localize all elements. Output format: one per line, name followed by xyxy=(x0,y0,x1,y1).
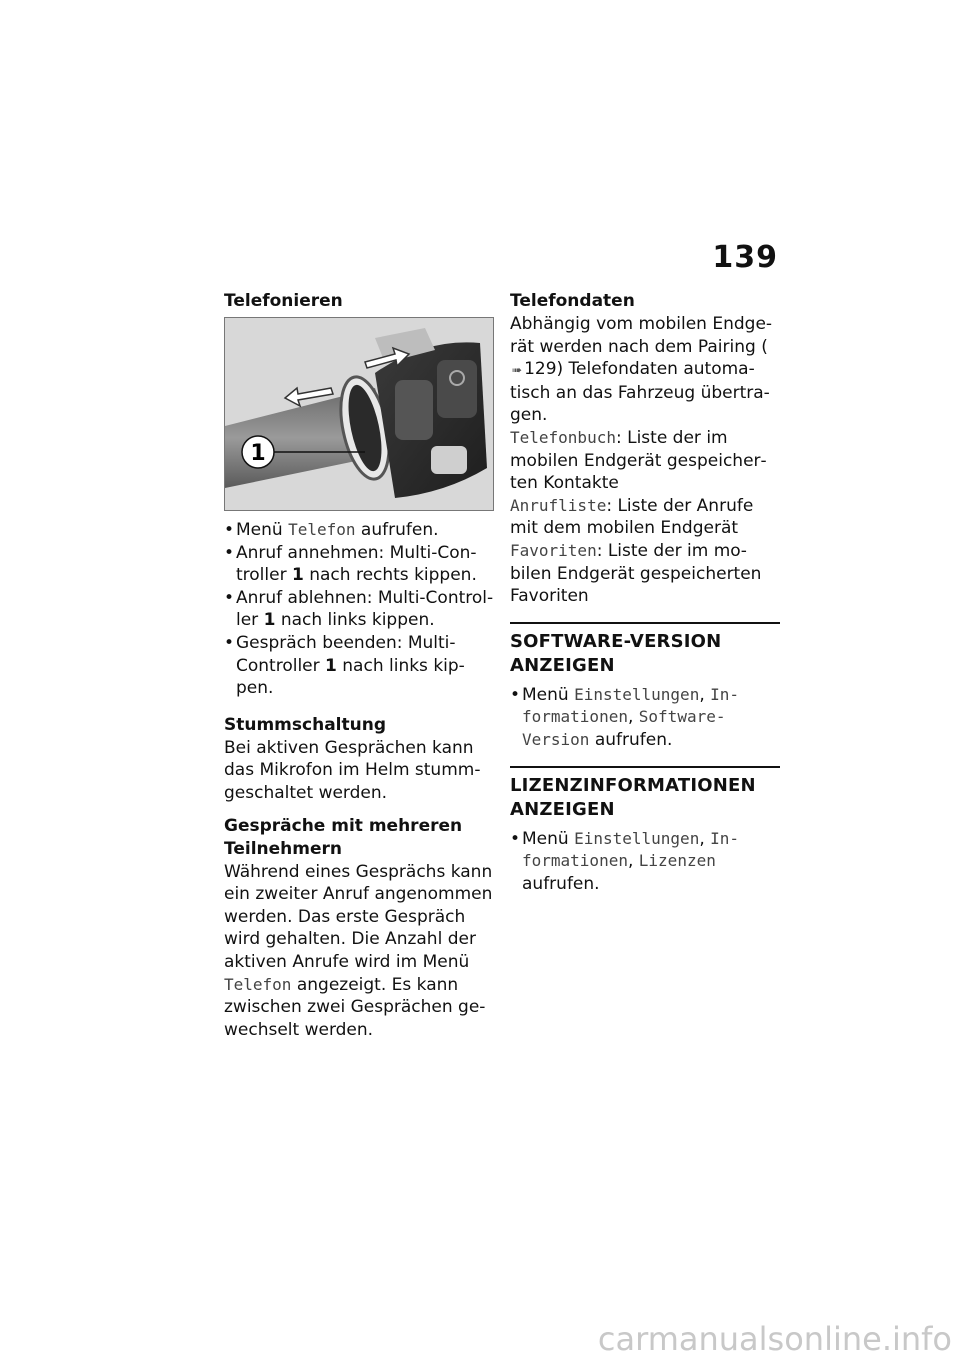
page-reference-arrow-icon: ➠ xyxy=(512,363,523,378)
heading-telefondaten: Telefondaten xyxy=(510,291,635,311)
handlebar-controller-figure xyxy=(224,317,494,511)
bullet-icon: • xyxy=(510,684,521,705)
definition-favoriten: Favoriten: Liste der im mobilen Endgerät gespeicherten Favoriten xyxy=(510,540,762,607)
section-software-version xyxy=(510,622,780,752)
section-title-software-version: SOFTWARE-VERSION ANZEIGEN xyxy=(510,630,722,676)
callout-1: 1 xyxy=(250,441,266,466)
list-item: • Anruf ablehnen: Multi-Control- ler 1 nach links kippen. xyxy=(224,587,494,631)
bullet-icon: • xyxy=(224,632,235,653)
bullet-icon: • xyxy=(510,828,521,849)
left-column xyxy=(224,290,494,1041)
section-lizenzinformationen xyxy=(510,766,780,896)
list-item: • Anruf annehmen: Multi-Con- troller 1 nach rechts kippen. xyxy=(224,542,477,586)
definition-anrufliste: Anrufliste: Liste der Anrufe mit dem mobilen Endgerät xyxy=(510,495,754,539)
bullet-icon: • xyxy=(224,587,235,608)
paragraph-telefondaten: Abhängig vom mobilen Endgerät werden nach dem Pairing (➠ 129) Telefondaten automatisch an das Fahrzeug übertragen. xyxy=(510,314,773,426)
watermark: carmanualsonline.info xyxy=(597,1320,952,1358)
heading-gespraeche-line2: Teilnehmern xyxy=(224,838,342,859)
paragraph-stummschaltung: Bei aktiven Gesprächen kann das Mikrofon im Helm stummgeschaltet werden. xyxy=(224,737,481,803)
multi-controller-illustration xyxy=(225,318,493,510)
bullet-icon: • xyxy=(224,520,235,540)
page-number: 139 xyxy=(712,240,778,275)
definition-telefonbuch: Telefonbuch: Liste der im mobilen Endgerät gespeicherten Kontakte xyxy=(510,427,767,494)
bullet-icon: • xyxy=(224,542,235,563)
list-item: • Menü Einstellungen, Informationen, Software-Version aufrufen. xyxy=(510,684,740,750)
right-column xyxy=(510,290,780,895)
heading-telefonieren: Telefonieren xyxy=(224,291,343,311)
list-item: • Menü Telefon aufrufen. xyxy=(224,520,439,540)
heading-stummschaltung: Stummschaltung xyxy=(224,714,386,735)
section-title-lizenzinformationen: LIZENZINFORMATIONEN ANZEIGEN xyxy=(510,774,756,820)
paragraph-gespraeche: Während eines Gesprächs kann ein zweiter Anruf angenommen werden. Das erste Gespräch wird gehalten. Die Anzahl der aktiven Anrufe wird im Menü Telefon angezeigt. Es kann zwischen zwei Gesprächen gewechselt werden. xyxy=(224,861,493,1040)
heading-gespraeche-line1: Gespräche mit mehreren xyxy=(224,815,463,836)
list-item: • Menü Einstellungen, Informationen, Lizenzen aufrufen. xyxy=(510,828,740,894)
list-item: • Gespräch beenden: Multi- Controller 1 nach links kip- pen. xyxy=(224,632,465,699)
telefonieren-steps xyxy=(224,519,494,700)
